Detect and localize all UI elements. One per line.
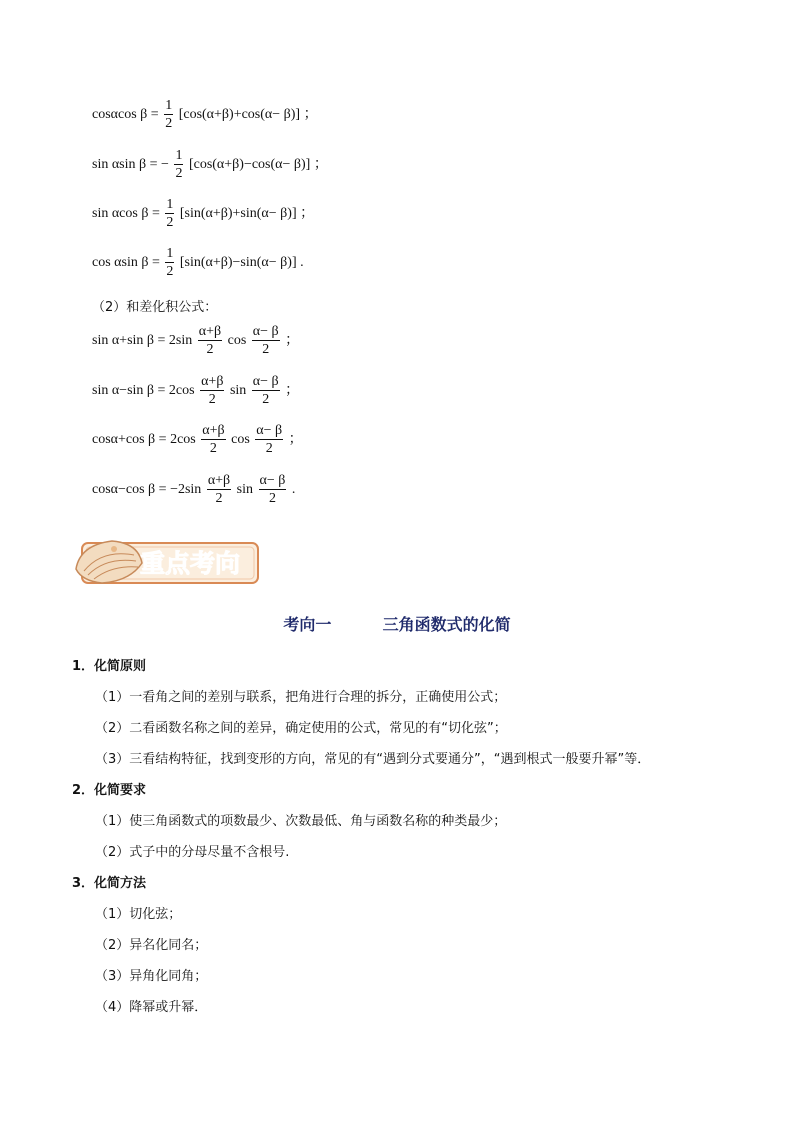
- list-item: （2）异名化同名；: [95, 938, 208, 953]
- section-title-number: 考向一: [283, 615, 332, 634]
- function-name: cos: [227, 333, 247, 349]
- formula-rhs: [cos(α+β)+cos(α− β)]: [178, 107, 301, 123]
- formula-lhs: sin α+sin β = 2sin: [92, 333, 193, 349]
- formula-rhs: [sin(α+β)+sin(α− β)]: [179, 206, 297, 222]
- punctuation: .: [300, 255, 304, 271]
- heading-simplify-requirements: 2．化简要求: [72, 783, 147, 798]
- heading-simplify-methods: 3．化简方法: [72, 876, 147, 891]
- fraction: $\frac{\alpha+\beta}{2}$: [202, 423, 225, 457]
- punctuation: .: [291, 482, 296, 498]
- sum-to-product-heading: （2）和差化积公式：: [92, 300, 218, 315]
- banner-label: 重点考向: [139, 549, 241, 578]
- punctuation: ；: [285, 333, 300, 349]
- fraction-half: $\frac{1}{2}$: [175, 148, 183, 182]
- formula-lhs: cosαcos β =: [92, 107, 159, 123]
- list-item: （2）式子中的分母尽量不含根号.: [95, 845, 290, 860]
- formula-lhs: cos αsin β =: [92, 255, 160, 271]
- formula-product-3: [92, 197, 314, 231]
- list-item: （2）二看函数名称之间的差异，确定使用的公式，常见的有“切化弦”；: [95, 721, 507, 736]
- formula-sum-4: [92, 473, 295, 507]
- fraction-half: $\frac{1}{2}$: [166, 246, 174, 280]
- formula-sum-3: [92, 423, 303, 457]
- list-item: （3）异角化同角；: [95, 969, 208, 984]
- formula-lhs: sin αsin β = −: [92, 157, 169, 173]
- fraction: $\frac{\alpha+\beta}{2}$: [207, 473, 231, 507]
- formula-product-2: [92, 148, 328, 182]
- formula-lhs: cosα+cos β = 2cos: [92, 432, 196, 448]
- punctuation: ；: [285, 383, 300, 399]
- formula-lhs: sin αcos β =: [92, 206, 160, 222]
- list-item: （3）三看结构特征，找到变形的方向，常见的有“遇到分式要通分”，“遇到根式一般要升幂”等．: [95, 752, 651, 767]
- function-name: cos: [231, 432, 250, 448]
- fraction: $\frac{\alpha- \beta}{2}$: [256, 423, 283, 457]
- section-title: [0, 612, 794, 635]
- formula-lhs: sin α−sin β = 2cos: [92, 383, 195, 399]
- list-item: （4）降幂或升幂．: [95, 1000, 208, 1015]
- punctuation: ；: [313, 157, 328, 173]
- formula-sum-1: [92, 324, 299, 358]
- formula-lhs: cosα−cos β = −2sin: [92, 482, 202, 498]
- punctuation: ；: [288, 432, 303, 448]
- formula-sum-2: [92, 374, 299, 408]
- fraction: $\frac{\alpha+\beta}{2}$: [198, 324, 222, 358]
- punctuation: ；: [303, 107, 318, 123]
- banner-graphic: [72, 535, 262, 589]
- fraction-half: $\frac{1}{2}$: [165, 98, 173, 132]
- heading-simplify-principles: 1．化简原则: [72, 659, 147, 674]
- formula-rhs: [cos(α+β)−cos(α− β)]: [188, 157, 311, 173]
- fraction: $\frac{\alpha+\beta}{2}$: [201, 374, 224, 408]
- formula-rhs: [sin(α+β)−sin(α− β)]: [179, 255, 297, 271]
- function-name: sin: [236, 482, 254, 498]
- key-topics-banner: [72, 535, 262, 589]
- formula-product-1: [92, 98, 318, 132]
- list-item: （1）一看角之间的差别与联系，把角进行合理的拆分，正确使用公式；: [95, 690, 507, 705]
- fraction: $\frac{\alpha- \beta}{2}$: [252, 374, 279, 408]
- list-item: （1）使三角函数式的项数最少、次数最低、角与函数名称的种类最少；: [95, 814, 507, 829]
- formula-product-4: [92, 246, 304, 280]
- function-name: sin: [229, 383, 247, 399]
- fraction-half: $\frac{1}{2}$: [166, 197, 174, 231]
- list-item: （1）切化弦；: [95, 907, 182, 922]
- punctuation: ；: [300, 206, 315, 222]
- section-title-text: 三角函数式的化简: [382, 615, 511, 634]
- fraction: $\frac{\alpha- \beta}{2}$: [252, 324, 279, 358]
- fraction: $\frac{\alpha- \beta}{2}$: [259, 473, 286, 507]
